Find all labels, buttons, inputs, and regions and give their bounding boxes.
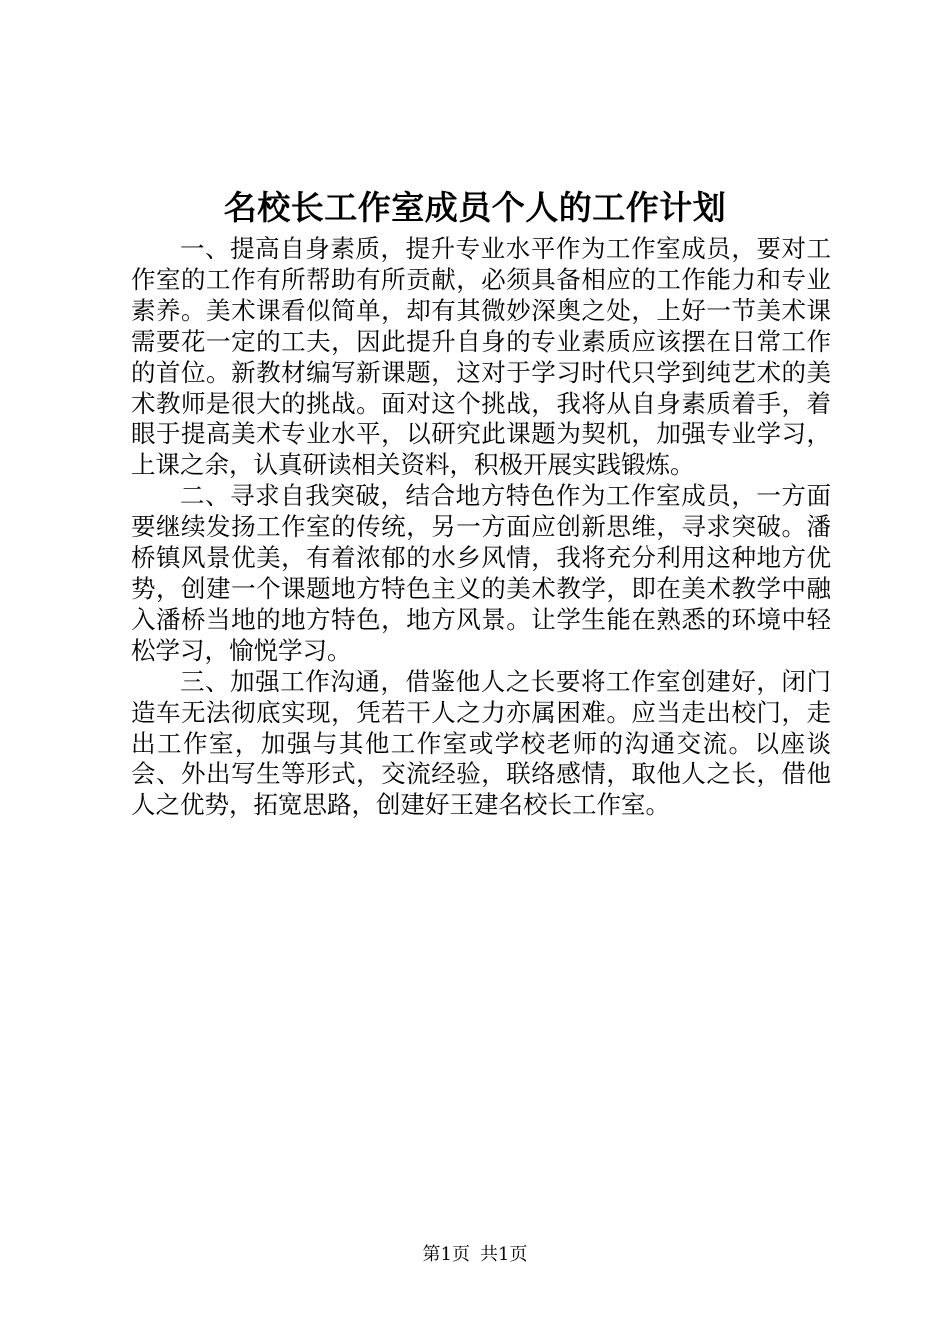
page-footer bbox=[0, 1242, 950, 1268]
page-total: 共1页 bbox=[480, 1244, 528, 1265]
page-number: 第1页 bbox=[422, 1244, 470, 1265]
paragraph-3: 三、加强工作沟通，借鉴他人之长要将工作室创建好，闭门造车无法彻底实现，凭若干人之力亦属困难。应当走出校门，走出工作室，加强与其他工作室或学校老师的沟通交流。以座谈会、外出写生等形式，交流经验，联络感情，取他人之长，借他人之优势，拓宽思路，创建好王建名校长工作室。 bbox=[131, 666, 831, 820]
paragraph-1: 一、提高自身素质，提升专业水平作为工作室成员，要对工作室的工作有所帮助有所贡献，必须具备相应的工作能力和专业素养。美术课看似简单，却有其微妙深奥之处，上好一节美术课需要花一定的工夫，因此提升自身的专业素质应该摆在日常工作的首位。新教材编写新课题，这对于学习时代只学到纯艺术的美术教师是很大的挑战。面对这个挑战，我将从自身素质着手，着眼于提高美术专业水平，以研究此课题为契机，加强专业学习，上课之余，认真研读相关资料，积极开展实践锻炼。 bbox=[131, 234, 831, 480]
paragraph-2: 二、寻求自我突破，结合地方特色作为工作室成员，一方面要继续发扬工作室的传统，另一方面应创新思维，寻求突破。潘桥镇风景优美，有着浓郁的水乡风情，我将充分利用这种地方优势，创建一个课题地方特色主义的美术教学，即在美术教学中融入潘桥当地的地方特色，地方风景。让学生能在熟悉的环境中轻松学习，愉悦学习。 bbox=[131, 481, 831, 665]
document-title: 名校长工作室成员个人的工作计划 bbox=[223, 188, 727, 227]
document-body bbox=[131, 234, 831, 821]
